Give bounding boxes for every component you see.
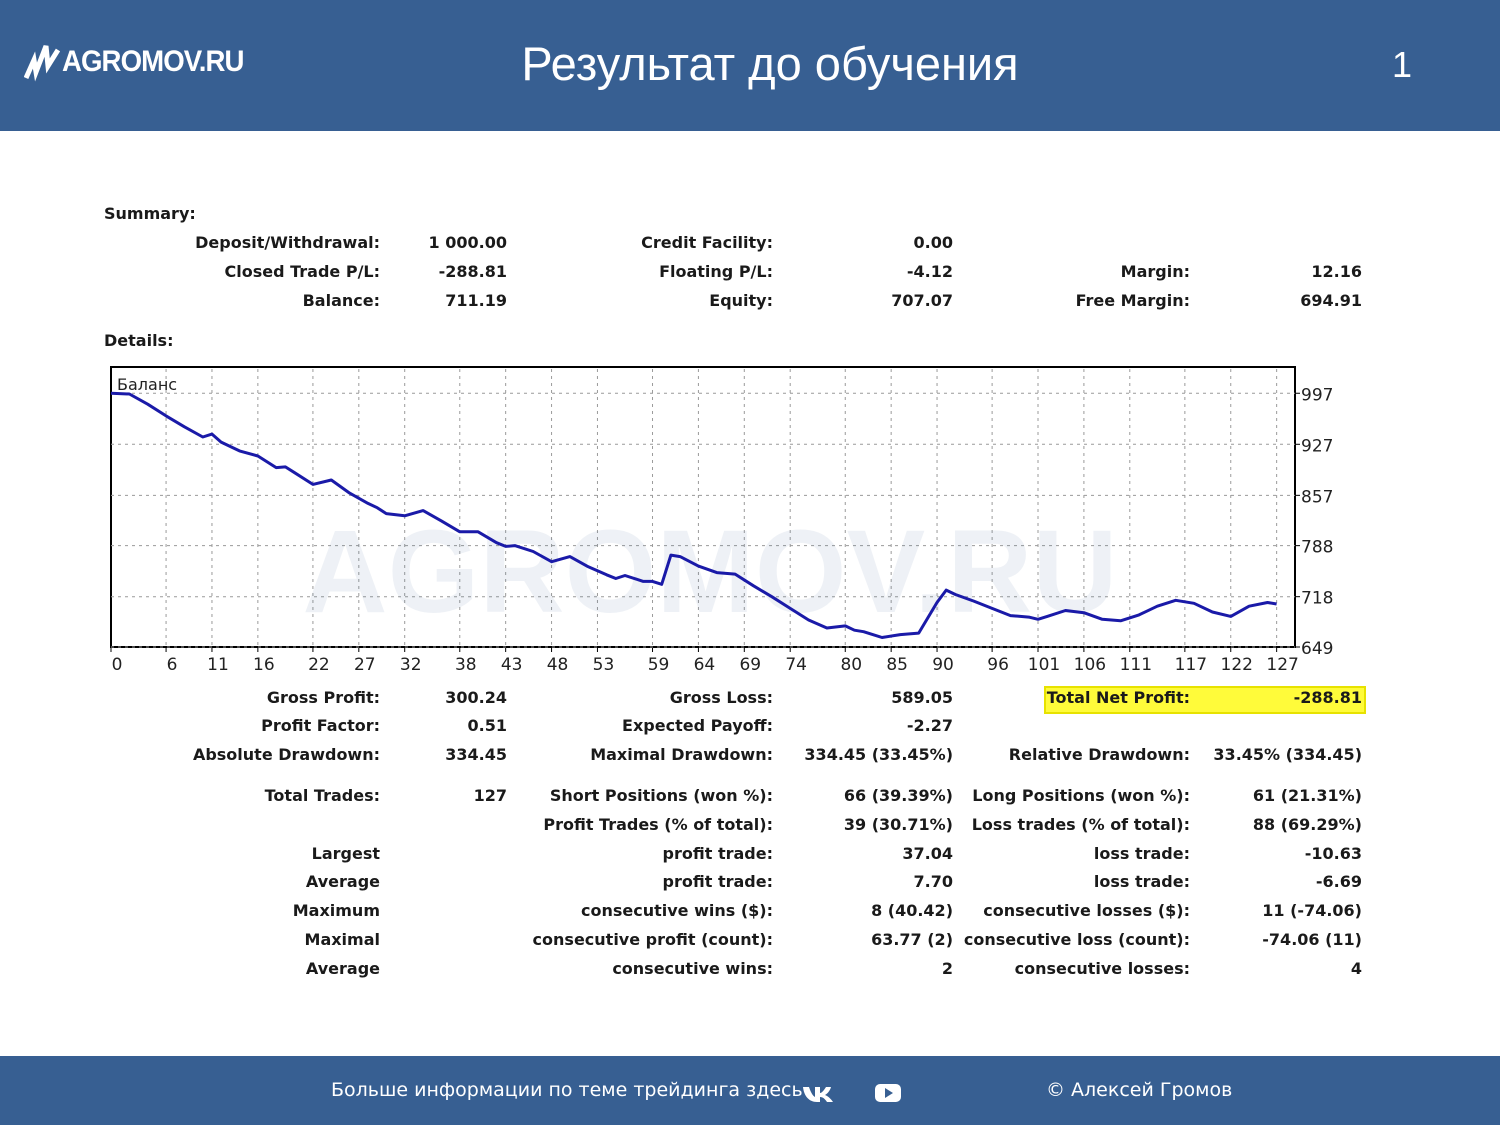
x-tick-label: 6 <box>166 655 178 675</box>
watermark-text: AGROMOV.RU <box>302 506 1118 638</box>
summary-cell-v2-2: 707.07 <box>891 291 953 310</box>
x-tick-label: 59 <box>647 655 670 675</box>
x-tick-label: 111 <box>1119 655 1153 675</box>
summary-cell-v1-0: 1 000.00 <box>428 233 507 252</box>
details-cell-v2-7: 8 (40.42) <box>871 901 953 920</box>
details-cell-l2-1: Expected Payoff: <box>622 716 773 735</box>
details-cell-l3-3: Long Positions (won %): <box>972 786 1190 805</box>
x-tick-label: 0 <box>111 655 123 675</box>
details-cell-l3-5: loss trade: <box>1093 844 1190 863</box>
x-tick-label: 69 <box>739 655 762 675</box>
slide-number: 1 <box>1392 44 1413 85</box>
y-tick-label: 997 <box>1301 385 1334 406</box>
details-cell-l3-2: Relative Drawdown: <box>1008 745 1190 764</box>
summary-cell-v1-1: -288.81 <box>438 262 507 281</box>
details-cell-v3-7: 11 (-74.06) <box>1262 901 1362 920</box>
details-cell-v2-3: 66 (39.39%) <box>843 786 953 805</box>
y-tick-label: 718 <box>1301 588 1334 609</box>
summary-heading: Summary: <box>104 204 196 223</box>
chart-watermark <box>302 506 1117 638</box>
details-cell-l1-0: Gross Profit: <box>266 688 380 707</box>
x-tick-label: 101 <box>1027 655 1061 675</box>
y-tick-label: 857 <box>1301 487 1334 508</box>
x-tick-label: 90 <box>932 655 954 675</box>
details-heading: Details: <box>104 331 174 350</box>
slide-title: Результат до обучения <box>521 37 1019 90</box>
details-cell-l3-9: consecutive losses: <box>1014 959 1190 978</box>
details-cell-v3-8: -74.06 (11) <box>1262 930 1362 949</box>
details-cell-v2-0: 589.05 <box>891 688 953 707</box>
details-cell-l2-6: profit trade: <box>662 872 773 891</box>
details-cell-l2-9: consecutive wins: <box>612 959 773 978</box>
details-cell-v2-6: 7.70 <box>913 872 953 891</box>
details-cell-l2-7: consecutive wins ($): <box>580 901 773 920</box>
details-cell-l2-2: Maximal Drawdown: <box>590 745 773 764</box>
summary-cell-l2-1: Floating P/L: <box>659 262 773 281</box>
x-tick-label: 117 <box>1174 655 1208 675</box>
summary-cell-l1-0: Deposit/Withdrawal: <box>195 233 380 252</box>
details-cell-l3-0: Total Net Profit: <box>1046 688 1190 707</box>
details-cell-v3-0: -288.81 <box>1293 688 1362 707</box>
x-tick-label: 22 <box>308 655 330 675</box>
x-tick-label: 53 <box>592 655 615 675</box>
x-tick-label: 127 <box>1266 655 1299 675</box>
logo-text: AGROMOV.RU <box>62 45 244 78</box>
details-cell-v2-1: -2.27 <box>906 716 953 735</box>
y-axis-labels <box>1301 385 1333 659</box>
x-tick-label: 64 <box>693 655 716 675</box>
summary-cell-v3-2: 694.91 <box>1300 291 1362 310</box>
details-cell-l1-5: Largest <box>311 844 380 863</box>
copyright: © Алексей Громов <box>1046 1079 1233 1101</box>
summary-cell-v1-2: 711.19 <box>445 291 507 310</box>
details-cell-v2-2: 334.45 (33.45%) <box>804 745 953 764</box>
y-tick-label: 649 <box>1301 639 1334 659</box>
details-cell-l1-3: Total Trades: <box>264 786 380 805</box>
chart-title: Баланс <box>117 375 178 394</box>
x-axis-labels <box>112 655 1299 675</box>
x-tick-label: 106 <box>1073 655 1107 675</box>
y-tick-label: 788 <box>1301 537 1334 558</box>
youtube-icon[interactable] <box>874 1082 902 1104</box>
details-cell-l3-6: loss trade: <box>1093 872 1190 891</box>
x-tick-label: 38 <box>454 655 477 675</box>
summary-cell-v3-1: 12.16 <box>1311 262 1362 281</box>
summary-cell-l1-2: Balance: <box>302 291 380 310</box>
x-tick-label: 43 <box>500 655 523 675</box>
x-tick-label: 96 <box>987 655 1009 675</box>
details-cell-l1-6: Average <box>305 872 380 891</box>
x-tick-label: 74 <box>785 655 808 675</box>
footer-info-text: Больше информации по теме трейдинга здесь <box>331 1079 803 1101</box>
details-cell-l2-4: Profit Trades (% of total): <box>543 815 773 834</box>
details-cell-l2-8: consecutive profit (count): <box>532 930 773 949</box>
details-cell-v3-6: -6.69 <box>1315 872 1362 891</box>
x-tick-label: 27 <box>353 655 376 675</box>
details-cell-l1-1: Profit Factor: <box>261 716 380 735</box>
summary-cell-l2-2: Equity: <box>709 291 773 310</box>
details-cell-l2-3: Short Positions (won %): <box>549 786 773 805</box>
x-tick-label: 80 <box>840 655 863 675</box>
details-cell-v2-5: 37.04 <box>902 844 953 863</box>
details-cell-v3-5: -10.63 <box>1304 844 1362 863</box>
summary-cell-l3-1: Margin: <box>1120 262 1190 281</box>
details-cell-l2-0: Gross Loss: <box>669 688 773 707</box>
details-cell-l1-9: Average <box>305 959 380 978</box>
details-cell-v3-4: 88 (69.29%) <box>1252 815 1362 834</box>
summary-cell-l2-0: Credit Facility: <box>641 233 773 252</box>
details-cell-v2-9: 2 <box>941 959 953 978</box>
details-cell-v3-2: 33.45% (334.45) <box>1213 745 1362 764</box>
summary-cell-l3-2: Free Margin: <box>1075 291 1190 310</box>
details-cell-v1-1: 0.51 <box>467 716 507 735</box>
details-cell-l3-8: consecutive loss (count): <box>963 930 1190 949</box>
y-tick-label: 927 <box>1301 436 1334 457</box>
details-cell-v3-3: 61 (21.31%) <box>1252 786 1362 805</box>
summary-cell-v2-1: -4.12 <box>906 262 953 281</box>
details-cell-v1-3: 127 <box>473 786 507 805</box>
x-tick-label: 122 <box>1220 655 1253 675</box>
details-cell-v2-8: 63.77 (2) <box>871 930 953 949</box>
details-cell-l3-4: Loss trades (% of total): <box>971 815 1190 834</box>
slide-footer <box>0 1056 1500 1125</box>
x-tick-label: 11 <box>207 655 229 675</box>
details-cell-l2-5: profit trade: <box>662 844 773 863</box>
x-tick-label: 48 <box>546 655 569 675</box>
details-cell-l1-2: Absolute Drawdown: <box>192 745 380 764</box>
x-tick-label: 85 <box>886 655 908 675</box>
details-cell-v1-2: 334.45 <box>445 745 507 764</box>
x-tick-label: 32 <box>399 655 422 675</box>
summary-cell-v2-0: 0.00 <box>913 233 953 252</box>
details-cell-v1-0: 300.24 <box>445 688 507 707</box>
details-cell-v3-9: 4 <box>1350 959 1362 978</box>
details-cell-v2-4: 39 (30.71%) <box>843 815 953 834</box>
x-tick-label: 16 <box>253 655 275 675</box>
vk-icon[interactable] <box>802 1084 836 1104</box>
details-cell-l3-7: consecutive losses ($): <box>983 901 1190 920</box>
summary-cell-l1-1: Closed Trade P/L: <box>224 262 380 281</box>
details-cell-l1-7: Maximum <box>292 901 380 920</box>
details-cell-l1-8: Maximal <box>304 930 380 949</box>
